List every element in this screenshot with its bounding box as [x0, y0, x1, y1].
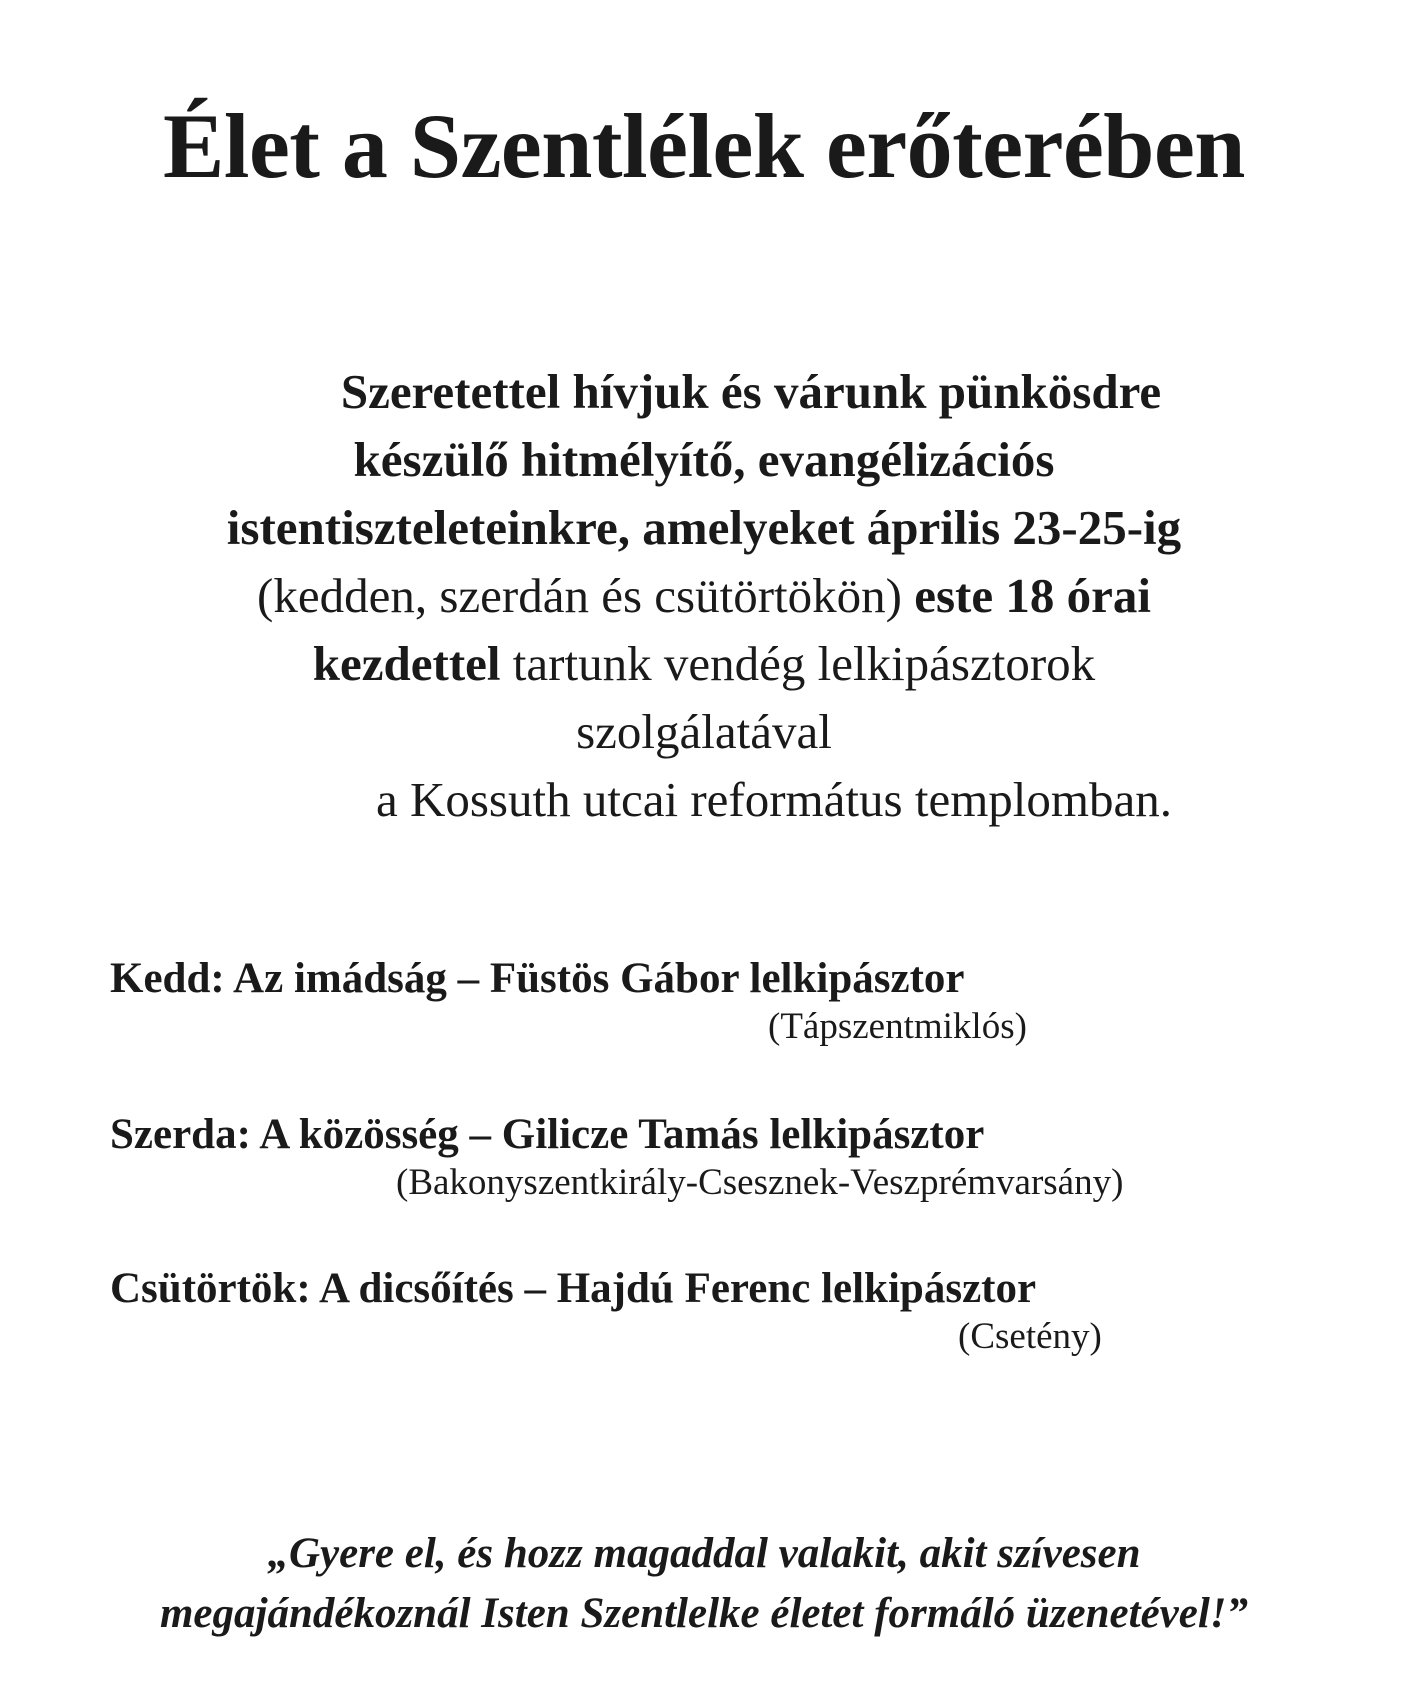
invitation-guests: tartunk vendég lelkipásztorok [500, 636, 1096, 691]
quote-line-2: megajándékoznál Isten Szentlelke életet formáló üzenetével!” [159, 1590, 1249, 1637]
invitation-line-5 [0, 630, 1408, 698]
invitation-time: este 18 órai [914, 568, 1151, 623]
schedule-title: Csütörtök: A dicsőítés – Hajdú Ferenc lelkipásztor [110, 1265, 1037, 1312]
schedule-title: Kedd: Az imádság – Füstös Gábor lelkipásztor [110, 955, 965, 1002]
invitation-line-7: a Kossuth utcai református templomban. [375, 772, 1173, 827]
invitation-line-2: készülő hitmélyítő, evangélizációs [353, 432, 1055, 487]
invitation-line-4 [0, 562, 1408, 630]
quote-line-1: „Gyere el, és hozz magaddal valakit, akit szívesen [267, 1530, 1141, 1577]
page-title: Élet a Szentlélek erőterében [163, 95, 1245, 197]
invitation-start: kezdettel [312, 636, 501, 691]
schedule-location: (Bakonyszentkirály-Csesznek-Veszprémvarsány) [396, 1162, 1124, 1203]
schedule-location: (Tápszentmiklós) [768, 1006, 1027, 1047]
schedule-item-tuesday [110, 954, 1350, 1050]
schedule-title: Szerda: A közösség – Gilicze Tamás lelkipásztor [110, 1111, 985, 1158]
invitation-text [0, 358, 1408, 834]
invitation-line-6: szolgálatával [576, 704, 832, 759]
invitation-days: (kedden, szerdán és csütörtökön) [257, 568, 915, 623]
schedule-item-thursday [110, 1264, 1350, 1360]
invitation-quote [0, 1524, 1408, 1644]
invitation-line-1: Szeretettel hívjuk és várunk pünkösdre [340, 364, 1162, 419]
schedule-item-wednesday [110, 1110, 1350, 1206]
invitation-line-3: istentiszteleteinkre, amelyeket április 23-25-ig [226, 500, 1182, 555]
schedule-location: (Csetény) [958, 1316, 1102, 1357]
